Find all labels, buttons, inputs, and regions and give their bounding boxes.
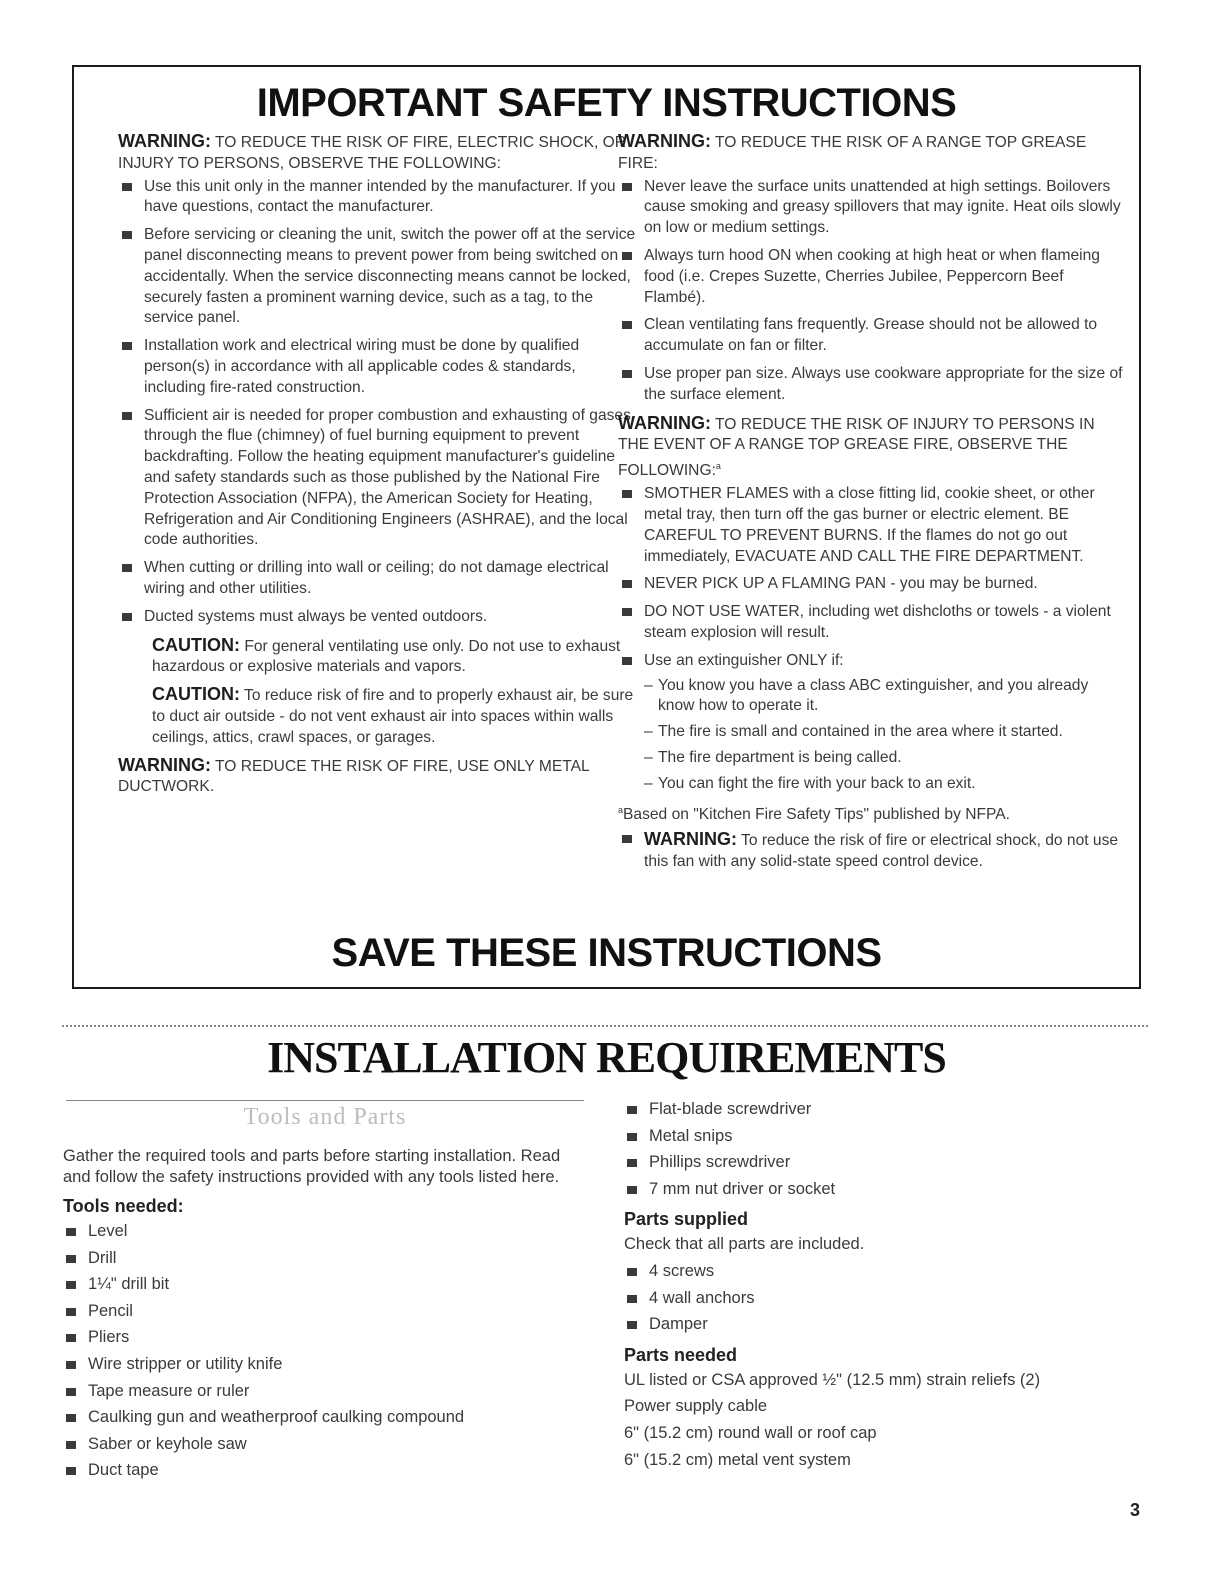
- list-item: DO NOT USE WATER, including wet dishcloths or towels - a violent steam explosion will result.: [618, 602, 1128, 644]
- list-item: Pencil: [63, 1301, 583, 1328]
- footnote-text: Based on "Kitchen Fire Safety Tips" published by NFPA.: [623, 805, 1010, 823]
- list-item: SMOTHER FLAMES with a close fitting lid, cookie sheet, or other metal tray, then turn off the gas burner or electric element. BE CAREFUL TO PREVENT BURNS. If the flames do not go out immediately, EVACUATE AND CALL THE FIRE DEPARTMENT.: [618, 484, 1128, 567]
- warning-label: WARNING:: [618, 131, 711, 151]
- list-item: Phillips screwdriver: [624, 1152, 1144, 1179]
- footnote: [618, 800, 1128, 826]
- warning-label: WARNING:: [118, 754, 211, 775]
- parts-supplied-list: [624, 1261, 1144, 1341]
- caution-text: For general ventilating use only. Do not use to exhaust hazardous or explosive materials and vapors.: [152, 637, 621, 676]
- list-item: – The fire is small and contained in the area where it started.: [644, 722, 1128, 743]
- list-item: Installation work and electrical wiring must be done by qualified person(s) in accordance with all applicable codes & standards, including fire-rated construction.: [118, 336, 638, 398]
- list-item: Never leave the surface units unattended at high settings. Boilovers cause smoking and greasy spillovers that may ignite. Heat oils slowly on low or medium settings.: [618, 177, 1128, 239]
- footnote-marker: a: [618, 804, 624, 815]
- warning-label: WARNING:: [118, 131, 211, 151]
- caution-ventilating: [118, 635, 638, 679]
- list-item: 4 screws: [624, 1261, 1144, 1288]
- heading-rule: [66, 1100, 584, 1101]
- list-item: NEVER PICK UP A FLAMING PAN - you may be burned.: [618, 574, 1128, 595]
- list-item: Damper: [624, 1314, 1144, 1341]
- general-safety-list: [118, 177, 638, 628]
- list-item: Duct tape: [63, 1460, 583, 1487]
- warning-label: WARNING:: [618, 412, 711, 433]
- list-item: Use an extinguisher ONLY if:: [618, 651, 1128, 672]
- install-left-column: [63, 1146, 583, 1487]
- parts-needed-item: 6" (15.2 cm) metal vent system: [624, 1450, 851, 1469]
- warning-injury: [618, 413, 1128, 483]
- warning-text: TO REDUCE THE RISK OF FIRE, USE ONLY METAL DUCTWORK.: [118, 757, 590, 796]
- list-item: Caulking gun and weatherproof caulking compound: [63, 1407, 583, 1434]
- list-item: Metal snips: [624, 1126, 1144, 1153]
- parts-needed-heading: Parts needed: [624, 1344, 738, 1365]
- tools-list: [63, 1221, 583, 1487]
- list-item: Clean ventilating fans frequently. Grease should not be allowed to accumulate on fan or filter.: [618, 315, 1128, 357]
- warning-text: TO REDUCE THE RISK OF FIRE, ELECTRIC SHOCK, OR INJURY TO PERSONS, OBSERVE THE FOLLOWING:: [118, 134, 627, 172]
- list-item: Drill: [63, 1248, 583, 1275]
- list-item: Sufficient air is needed for proper combustion and exhausting of gases through the flue (chimney) of fuel burning equipment to prevent backdrafting. Follow the heating equipment manufacturer's guideline and safety standards such as those published by the National Fire Protection Association (NFPA), the American Society for Heating, Refrigeration and Air Conditioning Engineers (ASHRAE), and the local code authorities.: [118, 406, 638, 552]
- tools-and-parts-heading: Tools and Parts: [243, 1104, 407, 1130]
- caution-text: To reduce risk of fire and to properly exhaust air, be sure to duct air outside - do not vent exhaust air into spaces within walls ceilings, attics, crawl spaces, or garages.: [152, 687, 634, 746]
- safety-title: IMPORTANT SAFETY INSTRUCTIONS: [256, 81, 957, 125]
- list-item: Pliers: [63, 1327, 583, 1354]
- safety-right-column: [618, 131, 1128, 880]
- list-item: Before servicing or cleaning the unit, switch the power off at the service panel disconnecting means to prevent power from being switched on accidentally. When the service disconnecting means cannot be locked, securely fasten a prominent warning device, such as a tag, to the service panel.: [118, 225, 638, 329]
- list-item: Tape measure or ruler: [63, 1381, 583, 1408]
- parts-supplied-heading: Parts supplied: [624, 1209, 749, 1230]
- safety-instructions-box: [72, 65, 1141, 989]
- warning-ductwork: [118, 755, 638, 799]
- safety-left-column: [118, 131, 638, 800]
- save-instructions-title: SAVE THESE INSTRUCTIONS: [331, 931, 882, 975]
- list-item: 7 mm nut driver or socket: [624, 1179, 1144, 1206]
- list-item: Always turn hood ON when cooking at high heat or when flameing food (i.e. Crepes Suzette, Cherries Jubilee, Peppercorn Beef Flambé).: [618, 246, 1128, 308]
- speed-control-warning-list: [618, 829, 1128, 873]
- list-item: Ducted systems must always be vented outdoors.: [118, 607, 638, 628]
- warning-text: To reduce the risk of fire or electrical shock, do not use this fan with any solid-state speed control device.: [644, 832, 1119, 871]
- list-item: Wire stripper or utility knife: [63, 1354, 583, 1381]
- page-number: 3: [1130, 1500, 1141, 1520]
- list-item: Use proper pan size. Always use cookware appropriate for the size of the surface element.: [618, 364, 1128, 406]
- list-item: – The fire department is being called.: [644, 748, 1128, 769]
- list-item: Use this unit only in the manner intended by the manufacturer. If you have questions, contact the manufacturer.: [118, 177, 638, 219]
- list-item: [618, 829, 1128, 873]
- warning-general: [118, 131, 638, 175]
- list-item: – You can fight the fire with your back to an exit.: [644, 774, 1128, 795]
- caution-exhaust: [118, 684, 638, 748]
- warning-label: WARNING:: [644, 829, 737, 850]
- parts-supplied-intro: Check that all parts are included.: [624, 1235, 865, 1254]
- section-divider: [62, 1025, 1148, 1027]
- list-item: When cutting or drilling into wall or ceiling; do not damage electrical wiring and other utilities.: [118, 558, 638, 600]
- parts-needed-item: 6" (15.2 cm) round wall or roof cap: [624, 1423, 877, 1442]
- intro-text: Gather the required tools and parts before starting installation. Read and follow the safety instructions provided with any tools listed here.: [63, 1147, 561, 1186]
- extinguisher-conditions-list: [618, 676, 1128, 795]
- list-item: Level: [63, 1221, 583, 1248]
- warning-grease-fire: [618, 131, 1128, 175]
- footnote-marker: a: [715, 461, 721, 472]
- tools-needed-heading: Tools needed:: [63, 1196, 184, 1216]
- list-item: Saber or keyhole saw: [63, 1434, 583, 1461]
- parts-needed-item: UL listed or CSA approved ½" (12.5 mm) strain reliefs (2): [624, 1370, 1041, 1389]
- grease-fire-list: [618, 177, 1128, 406]
- warning-text: TO REDUCE THE RISK OF A RANGE TOP GREASE FIRE:: [618, 134, 1087, 172]
- install-right-column: [624, 1099, 1144, 1476]
- tools-list-continued: [624, 1099, 1144, 1205]
- list-item: Flat-blade screwdriver: [624, 1099, 1144, 1126]
- caution-label: CAUTION:: [152, 684, 240, 705]
- list-item: 4 wall anchors: [624, 1288, 1144, 1315]
- list-item: 1¼" drill bit: [63, 1274, 583, 1301]
- grease-fire-response-list: [618, 484, 1128, 671]
- installation-title: INSTALLATION REQUIREMENTS: [267, 1033, 946, 1082]
- list-item: – You know you have a class ABC extinguisher, and you already know how to operate it.: [644, 676, 1128, 718]
- warning-text: TO REDUCE THE RISK OF INJURY TO PERSONS IN THE EVENT OF A RANGE TOP GREASE FIRE, OBSERVE THE FOLLOWING:: [618, 415, 1095, 480]
- caution-label: CAUTION:: [152, 634, 240, 655]
- parts-needed-item: Power supply cable: [624, 1397, 768, 1416]
